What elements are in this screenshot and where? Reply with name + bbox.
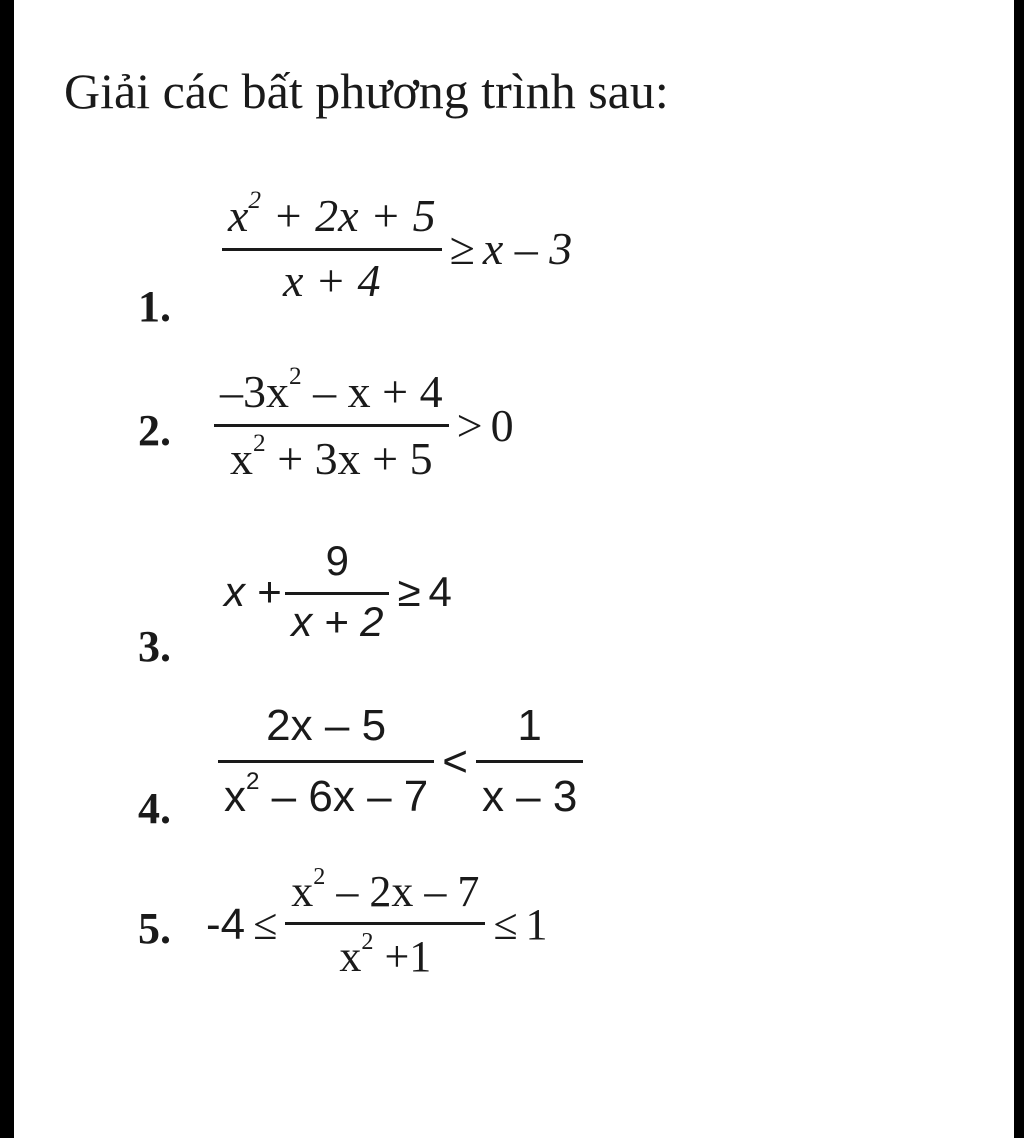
problem-1-numerator-exponent: 2 xyxy=(248,186,262,215)
problem-5-rhs: 1 xyxy=(525,899,548,949)
problem-2-fraction xyxy=(214,364,449,487)
problem-5-relation-left: ≤ xyxy=(253,899,278,949)
problem-4-relation: < xyxy=(442,736,468,786)
problem-5-denominator-rest: +1 xyxy=(373,932,432,981)
problem-4-fraction-right xyxy=(476,700,583,823)
problem-5-denominator-base: x xyxy=(339,932,362,981)
problem-1-numerator-rest: + 2x + 5 xyxy=(261,190,436,241)
problem-5-numerator-base: x xyxy=(291,867,314,916)
problem-5-numerator xyxy=(285,863,485,922)
problem-5-numerator-exponent: 2 xyxy=(313,863,326,891)
problem-1-expression xyxy=(222,188,572,309)
problem-3-numerator: 9 xyxy=(325,537,349,584)
problem-2-expression xyxy=(214,364,514,487)
problem-3-denominator: x + 2 xyxy=(291,598,384,645)
problem-1-fraction xyxy=(222,188,442,309)
problem-5-lhs: -4 xyxy=(206,899,246,949)
problem-5-denominator xyxy=(333,925,437,983)
problem-5-relation-right: ≤ xyxy=(493,899,518,949)
problem-4-expression xyxy=(218,700,583,823)
problem-1-numerator xyxy=(222,188,442,248)
problem-3-rhs: 4 xyxy=(428,567,452,615)
problem-2-denominator xyxy=(224,427,439,487)
problem-2-number: 2. xyxy=(138,406,171,455)
right-edge-bar xyxy=(1014,0,1024,1138)
problem-4-denominator-rest: – 6x – 7 xyxy=(259,772,429,821)
problem-2-relation: > xyxy=(456,399,483,451)
problem-4-denominator-exponent: 2 xyxy=(246,768,260,796)
problem-1-relation: ≥ xyxy=(449,222,475,274)
problem-4-fraction-left xyxy=(218,700,434,823)
problem-3-expression xyxy=(224,536,452,647)
problem-1-numerator-base: x xyxy=(228,190,249,241)
problem-4-denominator xyxy=(218,763,434,823)
problem-4-denominator-base: x xyxy=(224,772,246,821)
problem-5-expression xyxy=(206,863,548,983)
left-edge-bar xyxy=(0,0,14,1138)
problem-3-lhs: x + xyxy=(224,567,282,615)
problem-2-rhs: 0 xyxy=(490,399,514,451)
problem-2-numerator-exponent: 2 xyxy=(289,362,302,391)
problem-2-denominator-rest: + 3x + 5 xyxy=(265,433,433,484)
problem-1-number: 1. xyxy=(138,282,171,331)
problem-5-number: 5. xyxy=(138,904,171,953)
problem-4-rhs-denominator: x – 3 xyxy=(481,772,578,821)
problem-4-rhs-numerator: 1 xyxy=(517,701,542,750)
problem-2-denominator-exponent: 2 xyxy=(253,429,266,458)
problem-5-numerator-rest: – 2x – 7 xyxy=(325,867,480,916)
problem-1-rhs: x – 3 xyxy=(482,222,573,274)
problem-2-denominator-base: x xyxy=(230,433,254,484)
problem-1-denominator: x + 4 xyxy=(283,255,381,306)
problem-2-numerator-base: –3x xyxy=(220,366,289,417)
problem-5-fraction xyxy=(285,863,485,983)
problem-3-number: 3. xyxy=(138,622,171,671)
problem-2-numerator-rest: – x + 4 xyxy=(301,366,443,417)
problem-4-numerator: 2x – 5 xyxy=(266,701,387,750)
problem-2-numerator xyxy=(214,364,449,424)
page-title: Giải các bất phương trình sau: xyxy=(64,63,669,119)
problem-3-relation: ≥ xyxy=(397,567,421,615)
problem-3-fraction xyxy=(285,536,389,647)
problem-4-number: 4. xyxy=(138,784,171,833)
problem-5-denominator-exponent: 2 xyxy=(361,928,374,956)
